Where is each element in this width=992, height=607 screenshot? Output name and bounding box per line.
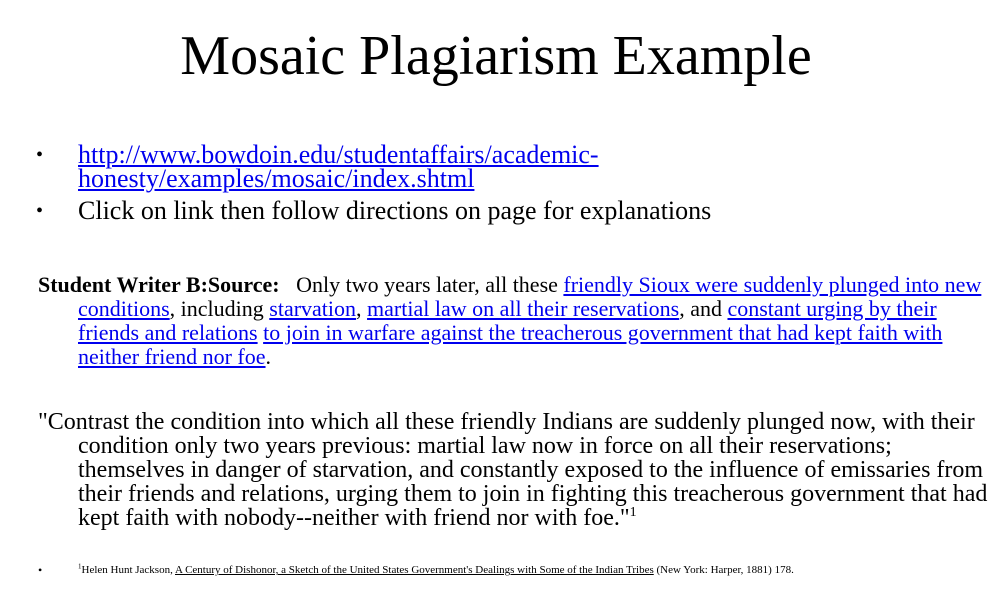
bullet-marker: • bbox=[36, 200, 44, 222]
student-label: Student Writer B:Source: bbox=[38, 272, 280, 297]
instruction-text: Click on link then follow directions on page for explanations bbox=[78, 196, 712, 225]
bullet-item-instruction bbox=[36, 196, 956, 225]
quote-text: "Contrast the condition into which all these friendly Indians are suddenly plunged now, with their condition only two years previous: martial law now in force on all their reservations; themselves in danger of starvation, and constantly exposed to the influence of emissaries from their friends and relations, urging them to join in fighting this treacherous government that had kept faith with nobody--neither with friend nor with foe." bbox=[38, 409, 988, 531]
footnote-author: Helen Hunt Jackson, bbox=[81, 564, 175, 576]
highlight-phrase: constant urging by their friends and relations bbox=[78, 296, 937, 345]
footnote-book-title: A Century of Dishonor, a Sketch of the United States Government's Dealings with Some of the Indian Tribes bbox=[174, 564, 654, 576]
bullet-item-link bbox=[36, 140, 956, 193]
bullet-list bbox=[36, 140, 956, 231]
highlight-phrase: martial law on all their reservations bbox=[367, 296, 680, 321]
slide-title: Mosaic Plagiarism Example bbox=[180, 25, 812, 87]
student-text: , and bbox=[679, 296, 728, 321]
bullet-marker: • bbox=[38, 563, 43, 577]
footnote-number: 1 bbox=[78, 562, 82, 571]
source-quote bbox=[38, 410, 992, 530]
highlight-phrase: friendly Sioux were suddenly plunged into new conditions bbox=[78, 272, 982, 321]
bullet-marker: • bbox=[36, 144, 44, 166]
footnote bbox=[38, 562, 938, 577]
bowdoin-link[interactable]: http://www.bowdoin.edu/studentaffairs/academic-honesty/examples/mosaic/index.shtml bbox=[78, 140, 599, 193]
student-writer-paragraph bbox=[38, 273, 992, 369]
student-text: . bbox=[265, 344, 272, 369]
footnote-publication: (New York: Harper, 1881) 178. bbox=[653, 564, 794, 576]
footnote-ref: 1 bbox=[629, 505, 637, 520]
student-text: , including bbox=[169, 296, 270, 321]
student-text: Only two years later, all these bbox=[296, 272, 564, 297]
student-text: , bbox=[356, 296, 368, 321]
highlight-phrase: starvation bbox=[269, 296, 357, 321]
highlight-phrase: to join in warfare against the treacherous government that had kept faith with neither friend nor foe bbox=[78, 320, 943, 369]
